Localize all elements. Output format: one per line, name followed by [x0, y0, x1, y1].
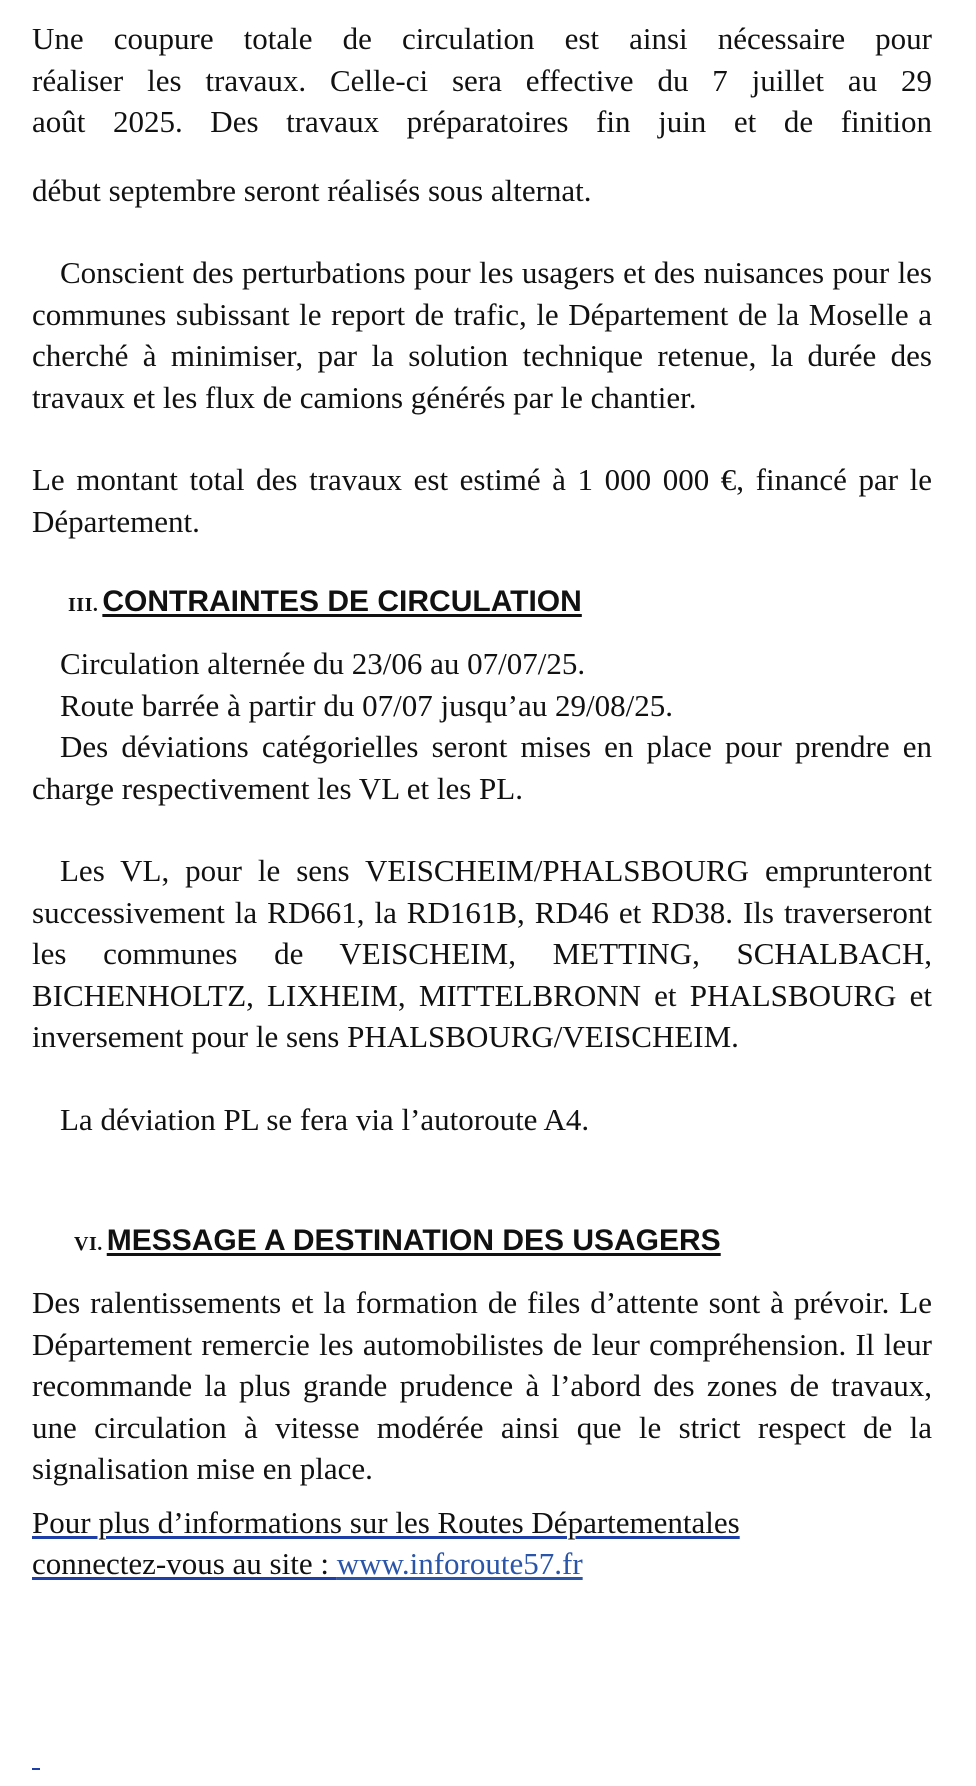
info-line-1[interactable]: [32, 1502, 932, 1544]
site-link[interactable]: www.inforoute57.fr: [336, 1546, 583, 1581]
section-number: III.: [68, 594, 99, 616]
paragraph-closure-line-2: réaliser les travaux. Celle-ci sera effective du 7 juillet au 29: [32, 62, 932, 98]
road-closed-line: Route barrée à partir du 07/07 jusqu’au 29/08/25.: [60, 687, 673, 723]
info-line-2: [32, 1543, 932, 1585]
document-page: [32, 18, 932, 1585]
section-title: MESSAGE A DESTINATION DES USAGERS: [106, 1224, 721, 1257]
paragraph-disruption: Conscient des perturbations pour les usagers et des nuisances pour les communes subissant le report de trafic, le Département de la Moselle a cherché à minimiser, par la solution technique retenue, la durée des travaux et les flux de camions générés par le chantier.: [32, 255, 932, 415]
info-link-text[interactable]: Pour plus d’informations sur les Routes Départementales: [32, 1504, 740, 1540]
detours-paragraph: Des déviations catégorielles seront mises en place pour prendre en charge respectivement les VL et les PL.: [32, 729, 932, 806]
paragraph-closure-line-4: début septembre seront réalisés sous alternat.: [32, 172, 592, 208]
section-title: CONTRAINTES DE CIRCULATION: [102, 585, 582, 618]
paragraph-closure-line-3: août 2025. Des travaux préparatoires fin juin et de finition: [32, 104, 932, 139]
user-message-paragraph: Des ralentissements et la formation de files d’attente sont à prévoir. Le Département remercie les automobilistes de leur compréhension. Il leur recommande la plus grande prudence à l’abord des zones de travaux, une circulation à vitesse modérée ainsi que le strict respect de la signalisation mise en place.: [32, 1285, 932, 1486]
paragraph-closure-line-1: Une coupure totale de circulation est ainsi nécessaire pour: [32, 21, 932, 56]
pl-detour-paragraph: La déviation PL se fera via l’autoroute A4.: [60, 1101, 590, 1137]
vl-detour-paragraph: Les VL, pour le sens VEISCHEIM/PHALSBOURG emprunteront successivement la RD661, la RD161B, RD46 et RD38. Ils traverseront les communes de VEISCHEIM, METTING, SCHALBACH, BICHENHOLTZ, LIXHEIM, MITTELBRONN et PHALSBOURG et inversement pour le sens PHALSBOURG/VEISCHEIM.: [32, 853, 932, 1054]
paragraph-cost: Le montant total des travaux est estimé à 1 000 000 €, financé par le Département.: [32, 462, 932, 539]
section-heading-user-message: [74, 1224, 932, 1268]
info-prefix-text[interactable]: connectez-vous au site :: [32, 1546, 337, 1581]
traffic-alternating-line: Circulation alternée du 23/06 au 07/07/25.: [60, 646, 586, 681]
section-number: VI.: [74, 1233, 103, 1255]
info-block: [32, 1502, 932, 1585]
trailing-underline-mark: [32, 1768, 40, 1770]
section-heading-traffic-constraints: [68, 585, 932, 629]
